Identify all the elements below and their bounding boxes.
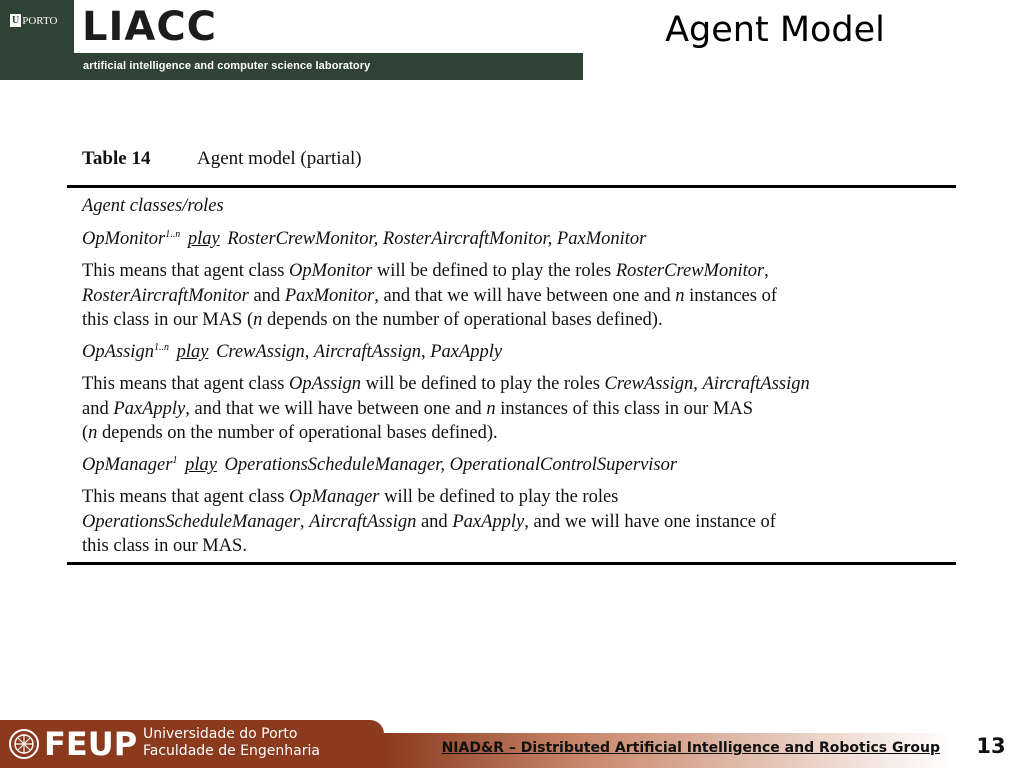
uporto-logo-mark: U (12, 15, 20, 26)
table-caption (82, 148, 362, 170)
multiplicity: 1 (172, 455, 178, 466)
play-keyword: play (187, 229, 220, 249)
description-opmanager (82, 485, 942, 559)
uporto-logo-text: PORTO (22, 14, 58, 27)
roles: CrewAssign, AircraftAssign, PaxApply (216, 342, 503, 362)
university-name (143, 726, 320, 760)
agent-class: OpAssign (82, 342, 154, 362)
section-label: Agent classes/roles (82, 196, 224, 216)
roles: RosterCrewMonitor, RosterAircraftMonitor, PaxMonitor (227, 229, 647, 249)
faculty-line: Faculdade de Engenharia (143, 743, 320, 759)
description-opassign (82, 372, 942, 446)
table-bottom-rule (67, 562, 956, 565)
description-line: this class in our MAS. (82, 536, 247, 556)
agent-class: OpMonitor (82, 229, 166, 249)
description-line: This means that agent class OpMonitor will be defined to play the roles RosterCrewMonitor, (82, 261, 769, 281)
description-line: RosterAircraftMonitor and PaxMonitor, and that we will have between one and n instances of (82, 285, 777, 306)
roles: OperationsScheduleManager, OperationalControlSupervisor (224, 455, 678, 475)
slide-title: Agent Model (665, 10, 885, 50)
liacc-logo-panel (74, 0, 583, 53)
university-line: Universidade do Porto (143, 726, 298, 742)
description-line: This means that agent class OpAssign will be defined to play the roles CrewAssign, AircraftAssign (82, 374, 810, 394)
description-line: and PaxApply, and that we will have between one and n instances of this class in our MAS (82, 398, 753, 419)
multiplicity: 1..n (153, 342, 169, 353)
description-line: this class in our MAS (n depends on the number of operational bases defined). (82, 310, 663, 330)
description-opmonitor (82, 259, 942, 333)
table-top-rule (67, 185, 956, 188)
group-name-link[interactable]: NIAD&R – Distributed Artificial Intelligence and Robotics Group (441, 740, 940, 756)
feup-wordmark: FEUP (44, 725, 138, 763)
liacc-tagline: artificial intelligence and computer science laboratory (83, 60, 371, 72)
multiplicity: 1..n (165, 229, 181, 240)
page-number: 13 (976, 734, 1006, 758)
uporto-logo (10, 13, 57, 28)
description-line: (n depends on the number of operational bases defined). (82, 423, 498, 443)
table-title: Agent model (partial) (197, 148, 362, 169)
play-keyword: play (185, 455, 217, 475)
role-line-opmonitor (82, 227, 942, 252)
liacc-logo: LIACC (82, 4, 218, 50)
agent-class: OpManager (82, 455, 173, 475)
description-line: OperationsScheduleManager, AircraftAssign and PaxApply, and we will have one instance of (82, 511, 776, 532)
feup-seal-icon (8, 728, 40, 760)
table-number: Table 14 (82, 148, 151, 169)
role-line-opassign (82, 340, 942, 365)
role-line-opmanager (82, 453, 942, 478)
description-line: This means that agent class OpManager will be defined to play the roles (82, 487, 619, 507)
play-keyword: play (176, 342, 209, 362)
